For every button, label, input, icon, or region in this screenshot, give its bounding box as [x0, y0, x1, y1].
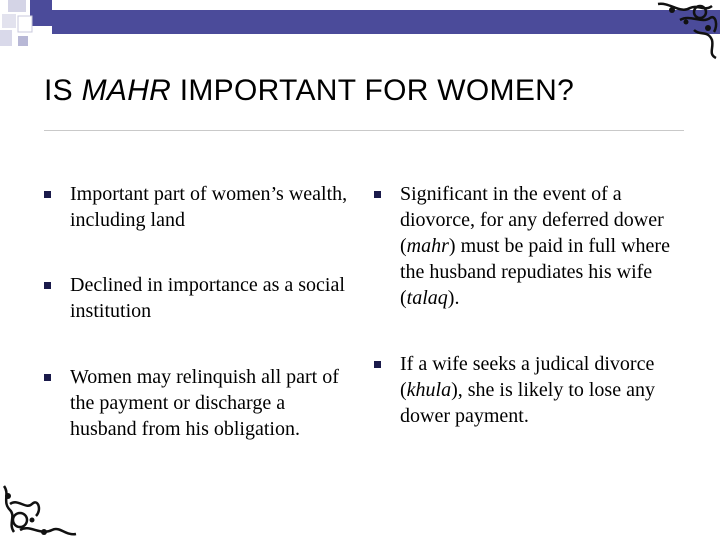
- text-run: ) must be paid in full where the husband repudiates his wife (: [400, 235, 670, 309]
- right-bullet-column: [370, 181, 690, 429]
- title-divider: [44, 130, 684, 131]
- title-suffix: IMPORTANT FOR WOMEN?: [171, 74, 575, 107]
- corner-ornament-bottom-left: [0, 480, 80, 540]
- bullet-item: [370, 351, 690, 429]
- square-bullet-icon: [44, 191, 51, 198]
- square-bullet-icon: [374, 191, 381, 198]
- square-bullet-icon: [44, 374, 51, 381]
- bullet-text: Women may relinquish all part of the payment or discharge a husband from his obligation.: [70, 366, 339, 440]
- text-run: If a wife seeks a judical divorce (: [400, 353, 655, 401]
- bullet-text: Important part of women’s wealth, including land: [70, 183, 348, 231]
- decorative-squares: [0, 0, 60, 60]
- title-italic-term: MAHR: [81, 74, 172, 107]
- title-prefix: IS: [44, 74, 82, 107]
- bullet-text: Declined in importance as a social institution: [70, 274, 345, 322]
- slide-title: [44, 74, 704, 108]
- square-bullet-icon: [44, 282, 51, 289]
- text-run: Significant in the event of a diovorce, for any deferred dower (: [400, 183, 664, 257]
- header-accent-bar: [52, 10, 720, 34]
- bullet-item: [370, 181, 690, 311]
- bullet-item: [40, 272, 350, 324]
- bullet-text: [400, 183, 670, 309]
- bullet-item: [40, 364, 350, 442]
- square-bullet-icon: [374, 361, 381, 368]
- italic-term: mahr: [406, 235, 449, 257]
- corner-ornament-top-right: [650, 0, 720, 60]
- text-run: ), she is likely to lose any dower payment.: [400, 379, 655, 427]
- text-run: ).: [447, 287, 460, 309]
- italic-term: talaq: [406, 287, 448, 309]
- bullet-text: [400, 353, 655, 427]
- left-bullet-column: [40, 181, 350, 442]
- italic-term: khula: [406, 379, 452, 401]
- bullet-item: [40, 181, 350, 233]
